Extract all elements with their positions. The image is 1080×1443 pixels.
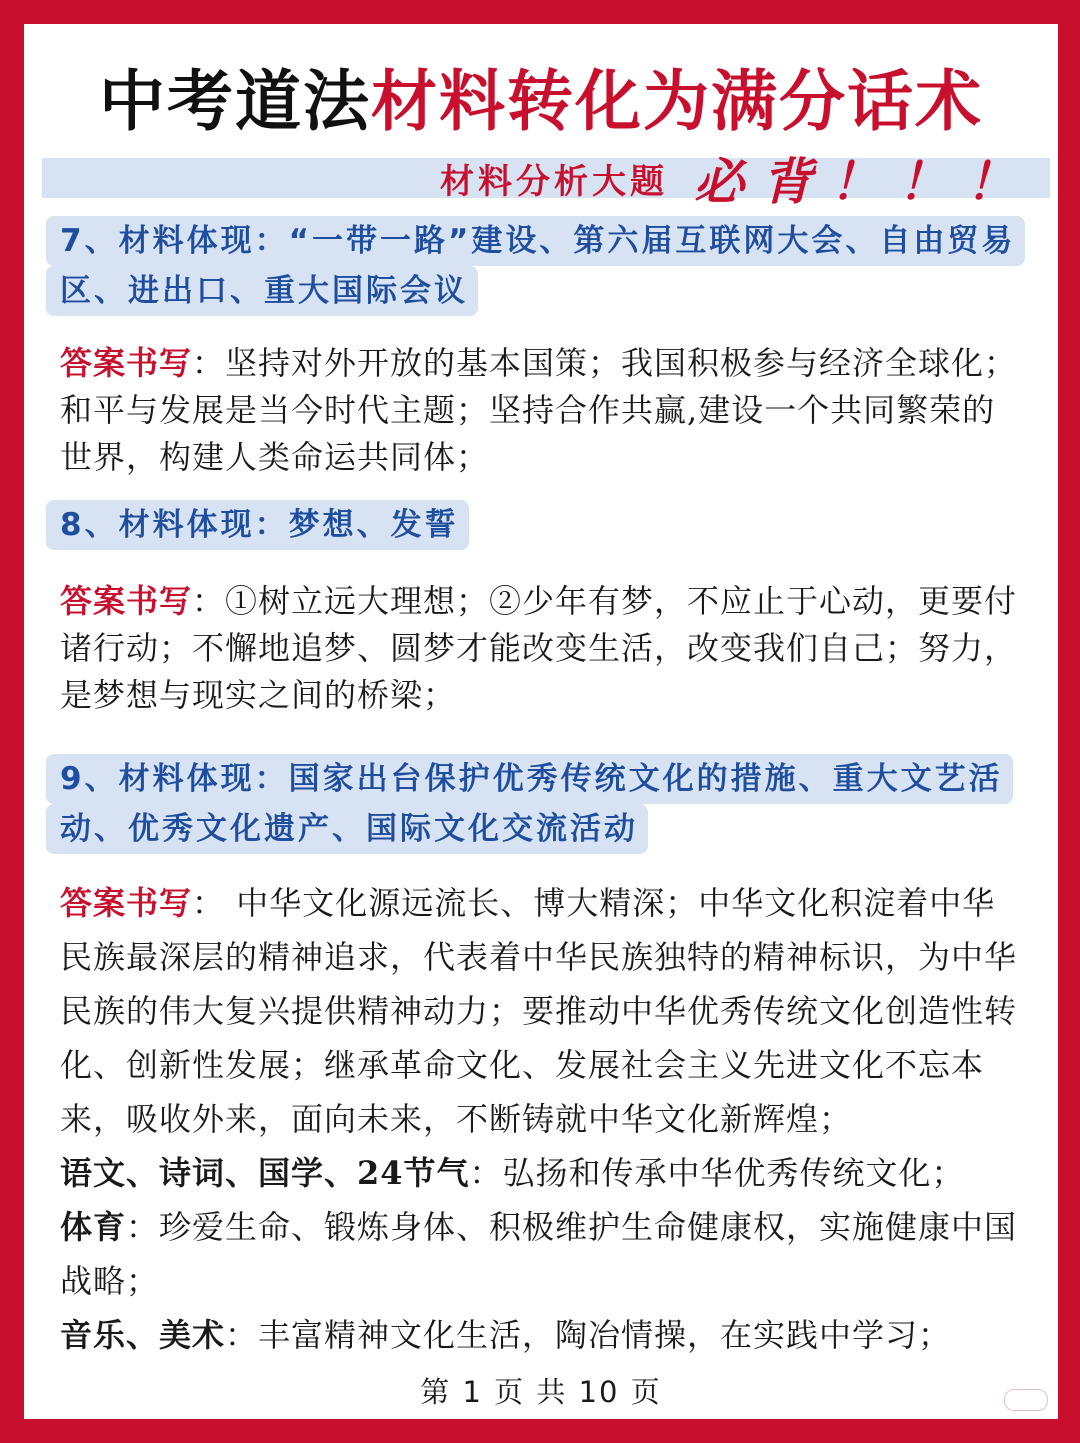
extra-label: 体育 [60, 1208, 127, 1246]
section-9-main-answer [60, 876, 1020, 1146]
answer-label: 答案书写 [60, 884, 193, 922]
watermark-logo [1004, 1389, 1048, 1411]
title-part-1: 中考道法 [99, 63, 371, 140]
title-part-2: 材料转化为满分话术 [371, 63, 983, 140]
extra-item-sports [60, 1200, 1020, 1308]
section-7-heading-line-2: 区、进出口、重大国际会议 [46, 266, 478, 316]
answer-text: ：坚持对外开放的基本国策；我国积极参与经济全球化；和平与发展是当今时代主题；坚持合作共赢,建设一个共同繁荣的世界，构建人类命运共同体； [60, 344, 1018, 476]
extra-label: 语文、诗词、国学、24节气 [60, 1154, 470, 1192]
document-page [24, 24, 1058, 1419]
subtitle-big: 必背！！！ [694, 152, 1034, 211]
extra-label: 音乐、美术 [60, 1316, 226, 1354]
page-number: 第 1 页 共 10 页 [420, 1375, 662, 1409]
extra-item-chinese [60, 1146, 1020, 1200]
extra-text: ：珍爱生命、锻炼身体、积极维护生命健康权，实施健康中国战略； [60, 1208, 1018, 1300]
section-8-answer [60, 578, 1020, 719]
section-7-heading-line-1: 7、材料体现：“一带一路”建设、第六届互联网大会、自由贸易 [46, 216, 1025, 266]
section-8-heading: 8、材料体现：梦想、发誓 [46, 500, 469, 550]
extra-text: ：丰富精神文化生活，陶冶情操，在实践中学习； [225, 1316, 952, 1354]
subtitle-small: 材料分析大题 [440, 161, 668, 202]
answer-label: 答案书写 [60, 582, 193, 620]
page-title [24, 62, 1058, 142]
section-7-answer [60, 340, 1020, 481]
section-9-heading-line-2: 动、优秀文化遗产、国际文化交流活动 [46, 804, 648, 854]
subtitle [440, 148, 1034, 211]
answer-text: ： 中华文化源远流长、博大精深；中华文化积淀着中华民族最深层的精神追求，代表着中华民族独特的精神标识，为中华民族的伟大复兴提供精神动力；要推动中华优秀传统文化创造性转化、创新性发展；继承革命文化、发展社会主义先进文化不忘本来，吸收外来，面向未来，不断铸就中华文化新辉煌； [60, 884, 1018, 1138]
section-9-heading-line-1: 9、材料体现：国家出台保护优秀传统文化的措施、重大文艺活 [46, 754, 1013, 804]
answer-text: ：①树立远大理想；②少年有梦，不应止于心动，更要付诸行动；不懈地追梦、圆梦才能改变生活，改变我们自己；努力，是梦想与现实之间的桥梁； [60, 582, 1018, 714]
extra-text: ：弘扬和传承中华优秀传统文化； [469, 1154, 965, 1192]
extra-item-arts [60, 1308, 1020, 1362]
section-9-answer [60, 876, 1020, 1362]
answer-label: 答案书写 [60, 344, 193, 382]
